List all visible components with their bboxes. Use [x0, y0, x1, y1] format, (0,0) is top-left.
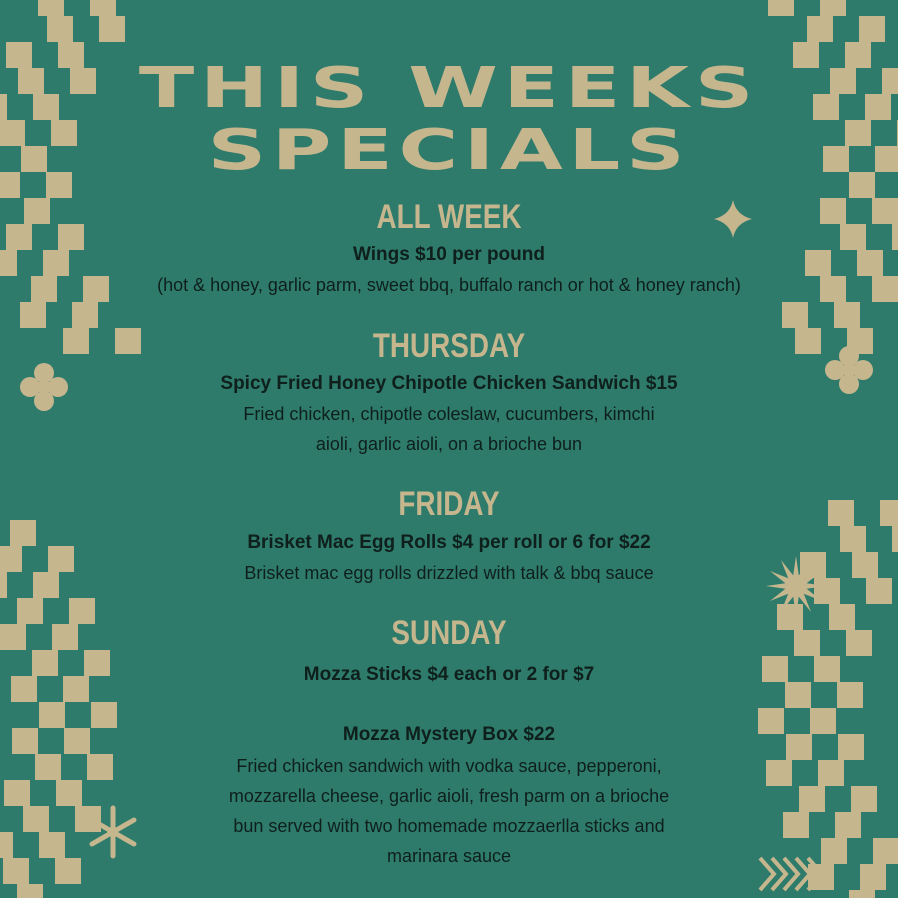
- checkered-wave-decoration: [17, 598, 43, 624]
- section-title-sunday: SUNDAY: [391, 614, 507, 652]
- checkered-wave-decoration: [849, 890, 875, 898]
- item-desc-mystery-box-line-2: mozzarella cheese, garlic aioli, fresh parm on a brioche: [228, 786, 670, 806]
- page-title-line-2: SPECIALS: [207, 118, 691, 183]
- checkered-wave-decoration: [846, 630, 872, 656]
- checkered-wave-decoration: [90, 0, 116, 16]
- item-title-egg-rolls: Brisket Mac Egg Rolls $4 per roll or 6 for $22: [247, 532, 651, 553]
- checkered-wave-decoration: [38, 0, 64, 16]
- page-title-line-1: THIS WEEKS: [138, 56, 760, 121]
- item-desc-mystery-box-line-1: Fried chicken sandwich with vodka sauce, pepperoni,: [236, 756, 662, 776]
- checkered-wave-decoration: [47, 16, 73, 42]
- item-title-mystery-box: Mozza Mystery Box $22: [342, 724, 556, 745]
- item-desc-mystery-box-line-3: bun served with two homemade mozzaerlla sticks and: [233, 816, 665, 836]
- checkered-wave-decoration: [859, 16, 885, 42]
- checkered-wave-decoration: [820, 198, 846, 224]
- checkered-wave-decoration: [768, 0, 794, 16]
- checkered-wave-decoration: [834, 302, 860, 328]
- checkered-wave-decoration: [20, 302, 46, 328]
- checkered-wave-decoration: [782, 302, 808, 328]
- checkered-wave-decoration: [17, 884, 43, 898]
- checkered-wave-decoration: [99, 16, 125, 42]
- item-desc-wings: (hot & honey, garlic parm, sweet bbq, buffalo ranch or hot & honey ranch): [157, 275, 741, 295]
- section-title-thursday: THURSDAY: [372, 327, 526, 365]
- item-title-wings: Wings $10 per pound: [353, 244, 545, 265]
- checkered-wave-decoration: [72, 302, 98, 328]
- item-title-mozza-sticks: Mozza Sticks $4 each or 2 for $7: [303, 664, 595, 685]
- checkered-wave-decoration: [828, 500, 854, 526]
- checkered-wave-decoration: [52, 624, 78, 650]
- section-title-all-week: ALL WEEK: [376, 198, 522, 236]
- section-title-friday: FRIDAY: [398, 485, 500, 523]
- checkered-wave-decoration: [880, 500, 898, 526]
- item-desc-egg-rolls: Brisket mac egg rolls drizzled with talk & bbq sauce: [244, 563, 654, 583]
- item-desc-chicken-sandwich-line-2: aioli, garlic aioli, on a brioche bun: [315, 434, 583, 454]
- item-title-chicken-sandwich: Spicy Fried Honey Chipotle Chicken Sandwich $15: [220, 373, 678, 394]
- item-desc-chicken-sandwich-line-1: Fried chicken, chipotle coleslaw, cucumbers, kimchi: [243, 404, 655, 424]
- checkered-wave-decoration: [24, 198, 50, 224]
- checkered-wave-decoration: [820, 0, 846, 16]
- checkered-wave-decoration: [807, 16, 833, 42]
- checkered-wave-decoration: [0, 624, 26, 650]
- checkered-wave-decoration: [872, 198, 898, 224]
- item-desc-mystery-box-line-4: marinara sauce: [386, 846, 512, 866]
- checkered-wave-decoration: [829, 604, 855, 630]
